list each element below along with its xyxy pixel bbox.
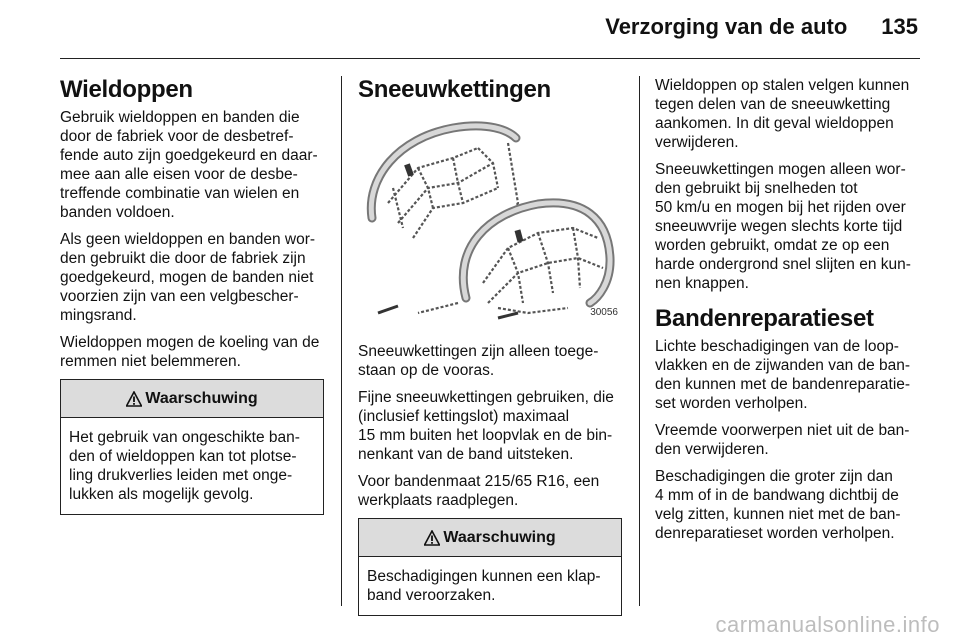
paragraph: Lichte beschadigingen van de loop- vlakken en de zijwanden van de ban- den kunnen met de bandenreparatie- set worden verholpen. (655, 338, 911, 412)
column-2 (358, 76, 622, 616)
column-divider-1 (341, 76, 342, 606)
section-heading-sneeuwkettingen: Sneeuwkettingen (358, 76, 551, 103)
section-heading-bandenreparatieset: Bandenreparatieset (655, 305, 874, 332)
header-rule (60, 58, 920, 59)
paragraph: Fijne sneeuwkettingen gebruiken, die (inclusief kettingslot) maximaal 15 mm buiten het loopvlak en de bin- nenkant van de band uitsteken. (358, 389, 614, 463)
warning-header (61, 380, 323, 418)
snow-chain-illustration (358, 108, 622, 328)
paragraph: Wieldoppen mogen de koeling van de remmen niet belemmeren. (60, 334, 320, 370)
warning-text: Beschadigingen kunnen een klap- band veroorzaken. (367, 568, 601, 604)
paragraph: Als geen wieldoppen en banden wor- den gebruikt die door de fabriek zijn goedgekeurd, mogen de banden niet voorzien zijn van een velgbescher- mingsrand. (60, 231, 316, 324)
figure-code: 30056 (590, 307, 618, 318)
paragraph: Wieldoppen op stalen velgen kunnen tegen delen van de sneeuwketting aankomen. In dit geval wieldoppen verwijderen. (655, 77, 910, 151)
warning-header (359, 519, 621, 557)
warning-title: Waarschuwing (145, 390, 258, 407)
page-header (605, 14, 918, 44)
warning-box (60, 379, 324, 515)
warning-text: Het gebruik van ongeschikte ban- den of wieldoppen kan tot plotse- ling drukverlies leiden met onge- lukken als mogelijk gevolg. (69, 429, 300, 503)
warning-box (358, 518, 622, 616)
column-1 (60, 76, 324, 515)
paragraph: Vreemde voorwerpen niet uit de ban- den verwijderen. (655, 422, 910, 458)
snow-chain-drawing (358, 108, 622, 328)
page-number: 135 (881, 14, 918, 39)
section-heading-wieldoppen: Wieldoppen (60, 76, 193, 103)
watermark: carmanualsonline.info (715, 612, 940, 637)
warning-triangle-icon (126, 391, 142, 407)
paragraph: Beschadigingen die groter zijn dan 4 mm of in de bandwang dichtbij de velg zitten, kunnen niet met de ban- denreparatieset worden verholpen. (655, 468, 901, 542)
column-3 (655, 76, 925, 551)
column-divider-2 (639, 76, 640, 606)
warning-title: Waarschuwing (443, 529, 556, 546)
paragraph: Voor bandenmaat 215/65 R16, een werkplaats raadplegen. (358, 473, 600, 509)
paragraph: Sneeuwkettingen zijn alleen toege- staan op de vooras. (358, 343, 599, 379)
warning-triangle-icon (424, 530, 440, 546)
paragraph: Sneeuwkettingen mogen alleen wor- den gebruikt bij snelheden tot 50 km/u en mogen bij het rijden over sneeuwvrije wegen slechts korte tijd worden gebruikt, omdat ze op een harde ondergrond snel slijten en kun- nen knappen. (655, 161, 911, 292)
paragraph: Gebruik wieldoppen en banden die door de fabriek voor de desbetref- fende auto zijn goedgekeurd en daar- mee aan alle eisen voor de desbe- treffende combinatie van wielen en banden voldoen. (60, 109, 318, 221)
header-title: Verzorging van de auto (605, 14, 848, 39)
